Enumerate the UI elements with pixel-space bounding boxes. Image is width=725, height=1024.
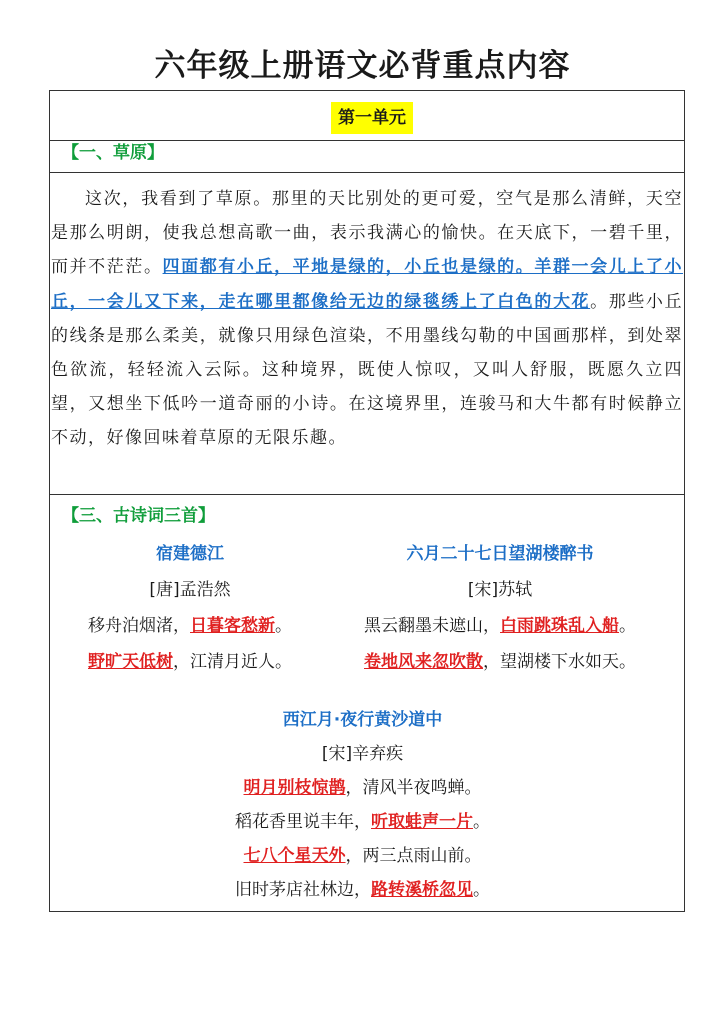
poem-title: 宿建德江 <box>156 544 224 564</box>
poem-key-phrase: 野旷天低树 <box>88 652 173 672</box>
poem-line: 野旷天低树，江清月近人。 <box>88 652 292 672</box>
poem-key-phrase: 白雨跳珠乱入船 <box>500 616 619 636</box>
passage-text: 。那些小丘的线条是那么柔美，就像只用绿色渲染，不用墨线勾勒的中国画那样，到处翠色欲流，轻轻流入云际。这种境界，既使人惊叹，又叫人舒服，既愿久立四望，又想坐下低吟一道奇丽的小诗。在这境界里，连骏马和大牛都有时候静立不动，好像回味着草原的无限乐趣。 <box>51 291 684 449</box>
divider <box>49 494 685 495</box>
poem-line: 移舟泊烟渚，日暮客愁新。 <box>88 616 292 636</box>
passage-caoyuan <box>49 182 685 456</box>
page-title: 六年级上册语文必背重点内容 <box>154 48 571 84</box>
poem-key-phrase: 听取蛙声一片 <box>371 812 473 832</box>
poem-key-phrase: 卷地风来忽吹散 <box>364 652 483 672</box>
poem-author: [宋]辛弃疾 <box>321 744 404 764</box>
poem-author: [唐]孟浩然 <box>149 580 231 600</box>
poem-title: 六月二十七日望湖楼醉书 <box>406 544 594 564</box>
poem-key-phrase: 日暮客愁新 <box>190 616 275 636</box>
poem-title: 西江月·夜行黄沙道中 <box>282 710 443 730</box>
poem-line: 七八个星天外，两三点雨山前。 <box>243 846 482 866</box>
poem-line: 卷地风来忽吹散，望湖楼下水如天。 <box>364 652 636 672</box>
poem-line: 明月别枝惊鹊，清风半夜鸣蝉。 <box>243 778 482 798</box>
poem-key-phrase: 路转溪桥忽见 <box>371 880 473 900</box>
poem-line: 黑云翻墨未遮山，白雨跳珠乱入船。 <box>364 616 636 636</box>
poem-key-phrase: 七八个星天外 <box>243 846 346 866</box>
poem-line: 稻花香里说丰年，听取蛙声一片。 <box>235 812 490 832</box>
divider <box>49 172 685 173</box>
unit-badge: 第一单元 <box>331 102 413 134</box>
poem-author: [宋]苏轼 <box>467 580 533 600</box>
poem-line: 旧时茅店社林边，路转溪桥忽见。 <box>235 880 490 900</box>
section-heading-poems: 【三、古诗词三首】 <box>62 506 215 526</box>
poem-sujiandejiang <box>70 536 310 680</box>
poem-key-phrase: 明月别枝惊鹊 <box>243 778 346 798</box>
section-heading-caoyuan: 【一、草原】 <box>62 143 164 163</box>
poem-wanghulou <box>330 536 670 680</box>
passage-text: 这次，我看到了草原。那里的天比别处的更可爱，空气是那么清鲜，天空是那么明朗，使我总想高歌一曲，表示我满心的愉快。在天底下，一碧千里，而并不茫茫。 <box>51 189 683 278</box>
passage-key-sentence: 四面都有小丘，平地是绿的，小丘也是绿的。羊群一会儿上了小丘，一会儿又下来，走在哪里都像给无边的绿毯绣上了白色的大花 <box>51 257 684 312</box>
